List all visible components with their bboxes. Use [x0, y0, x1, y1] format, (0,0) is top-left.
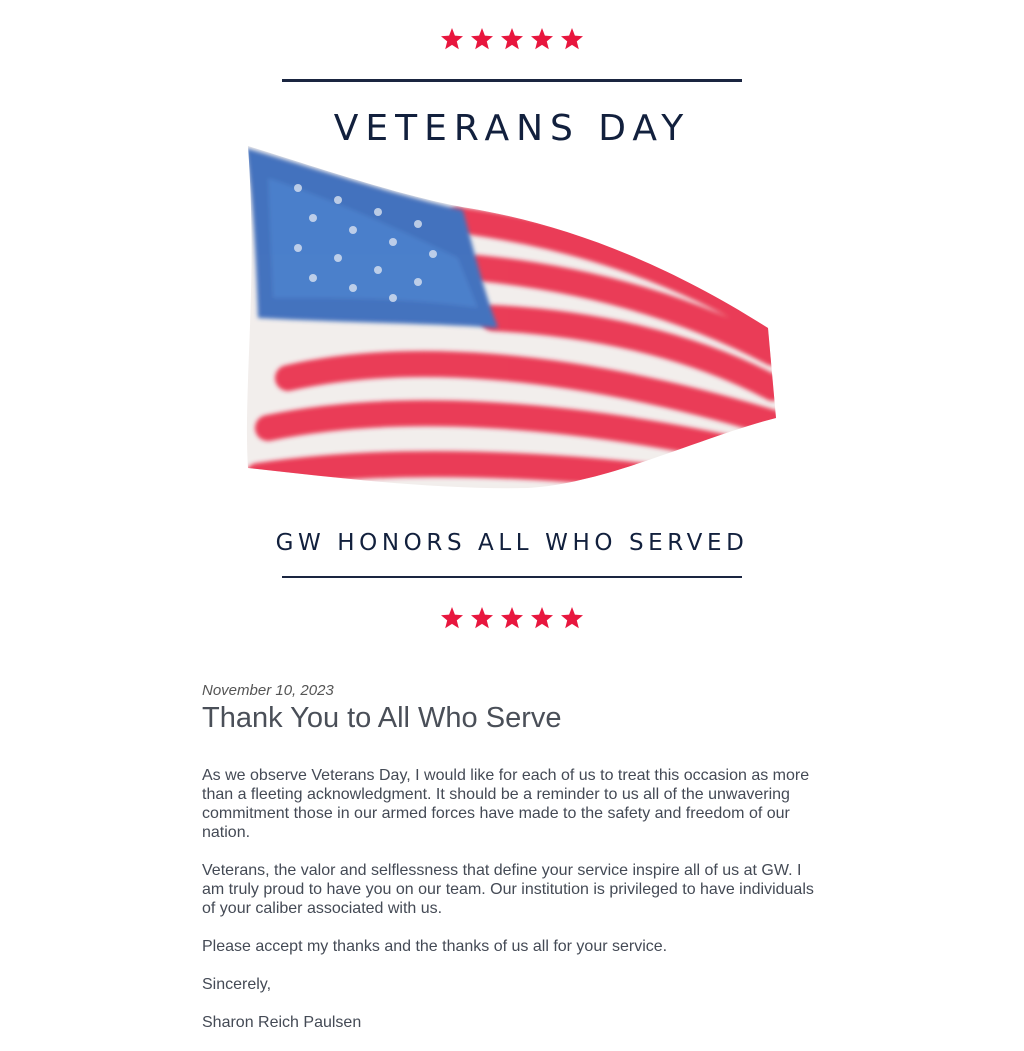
- top-stars-row: [0, 27, 1024, 56]
- star-icon: [441, 607, 463, 628]
- bottom-stars-row: [0, 606, 1024, 635]
- american-flag-image: [228, 138, 788, 508]
- article-body: [202, 766, 818, 1032]
- star-icon: [471, 28, 493, 49]
- article-paragraph: Please accept my thanks and the thanks of us all for your service.: [202, 938, 668, 956]
- star-icon: [531, 28, 553, 49]
- signature-name: Sharon Reich Paulsen: [202, 1014, 362, 1032]
- article-date: November 10, 2023: [202, 682, 334, 699]
- banner-headline: VETERANS DAY: [333, 108, 691, 149]
- star-icon: [561, 607, 583, 628]
- star-icon: [531, 607, 553, 628]
- article-paragraph: As we observe Veterans Day, I would like for each of us to treat this occasion as more than a fleeting acknowledgment. It should be a reminder to us all of the unwavering commitment those in our armed forces have made to the safety and freedom of our nation.: [202, 767, 810, 842]
- banner-tagline: GW HONORS ALL WHO SERVED: [275, 530, 749, 556]
- star-icon: [441, 28, 463, 49]
- top-divider: [282, 79, 742, 82]
- bottom-divider: [282, 576, 742, 578]
- star-icon: [561, 28, 583, 49]
- star-icon: [501, 607, 523, 628]
- article-title: Thank You to All Who Serve: [202, 702, 562, 734]
- message-article: [202, 682, 818, 1051]
- sign-off: Sincerely,: [202, 976, 272, 994]
- star-icon: [471, 607, 493, 628]
- star-icon: [501, 28, 523, 49]
- article-paragraph: Veterans, the valor and selflessness that define your service inspire all of us at GW. I am truly proud to have you on our team. Our institution is privileged to have individuals of your caliber associated with us.: [202, 862, 814, 918]
